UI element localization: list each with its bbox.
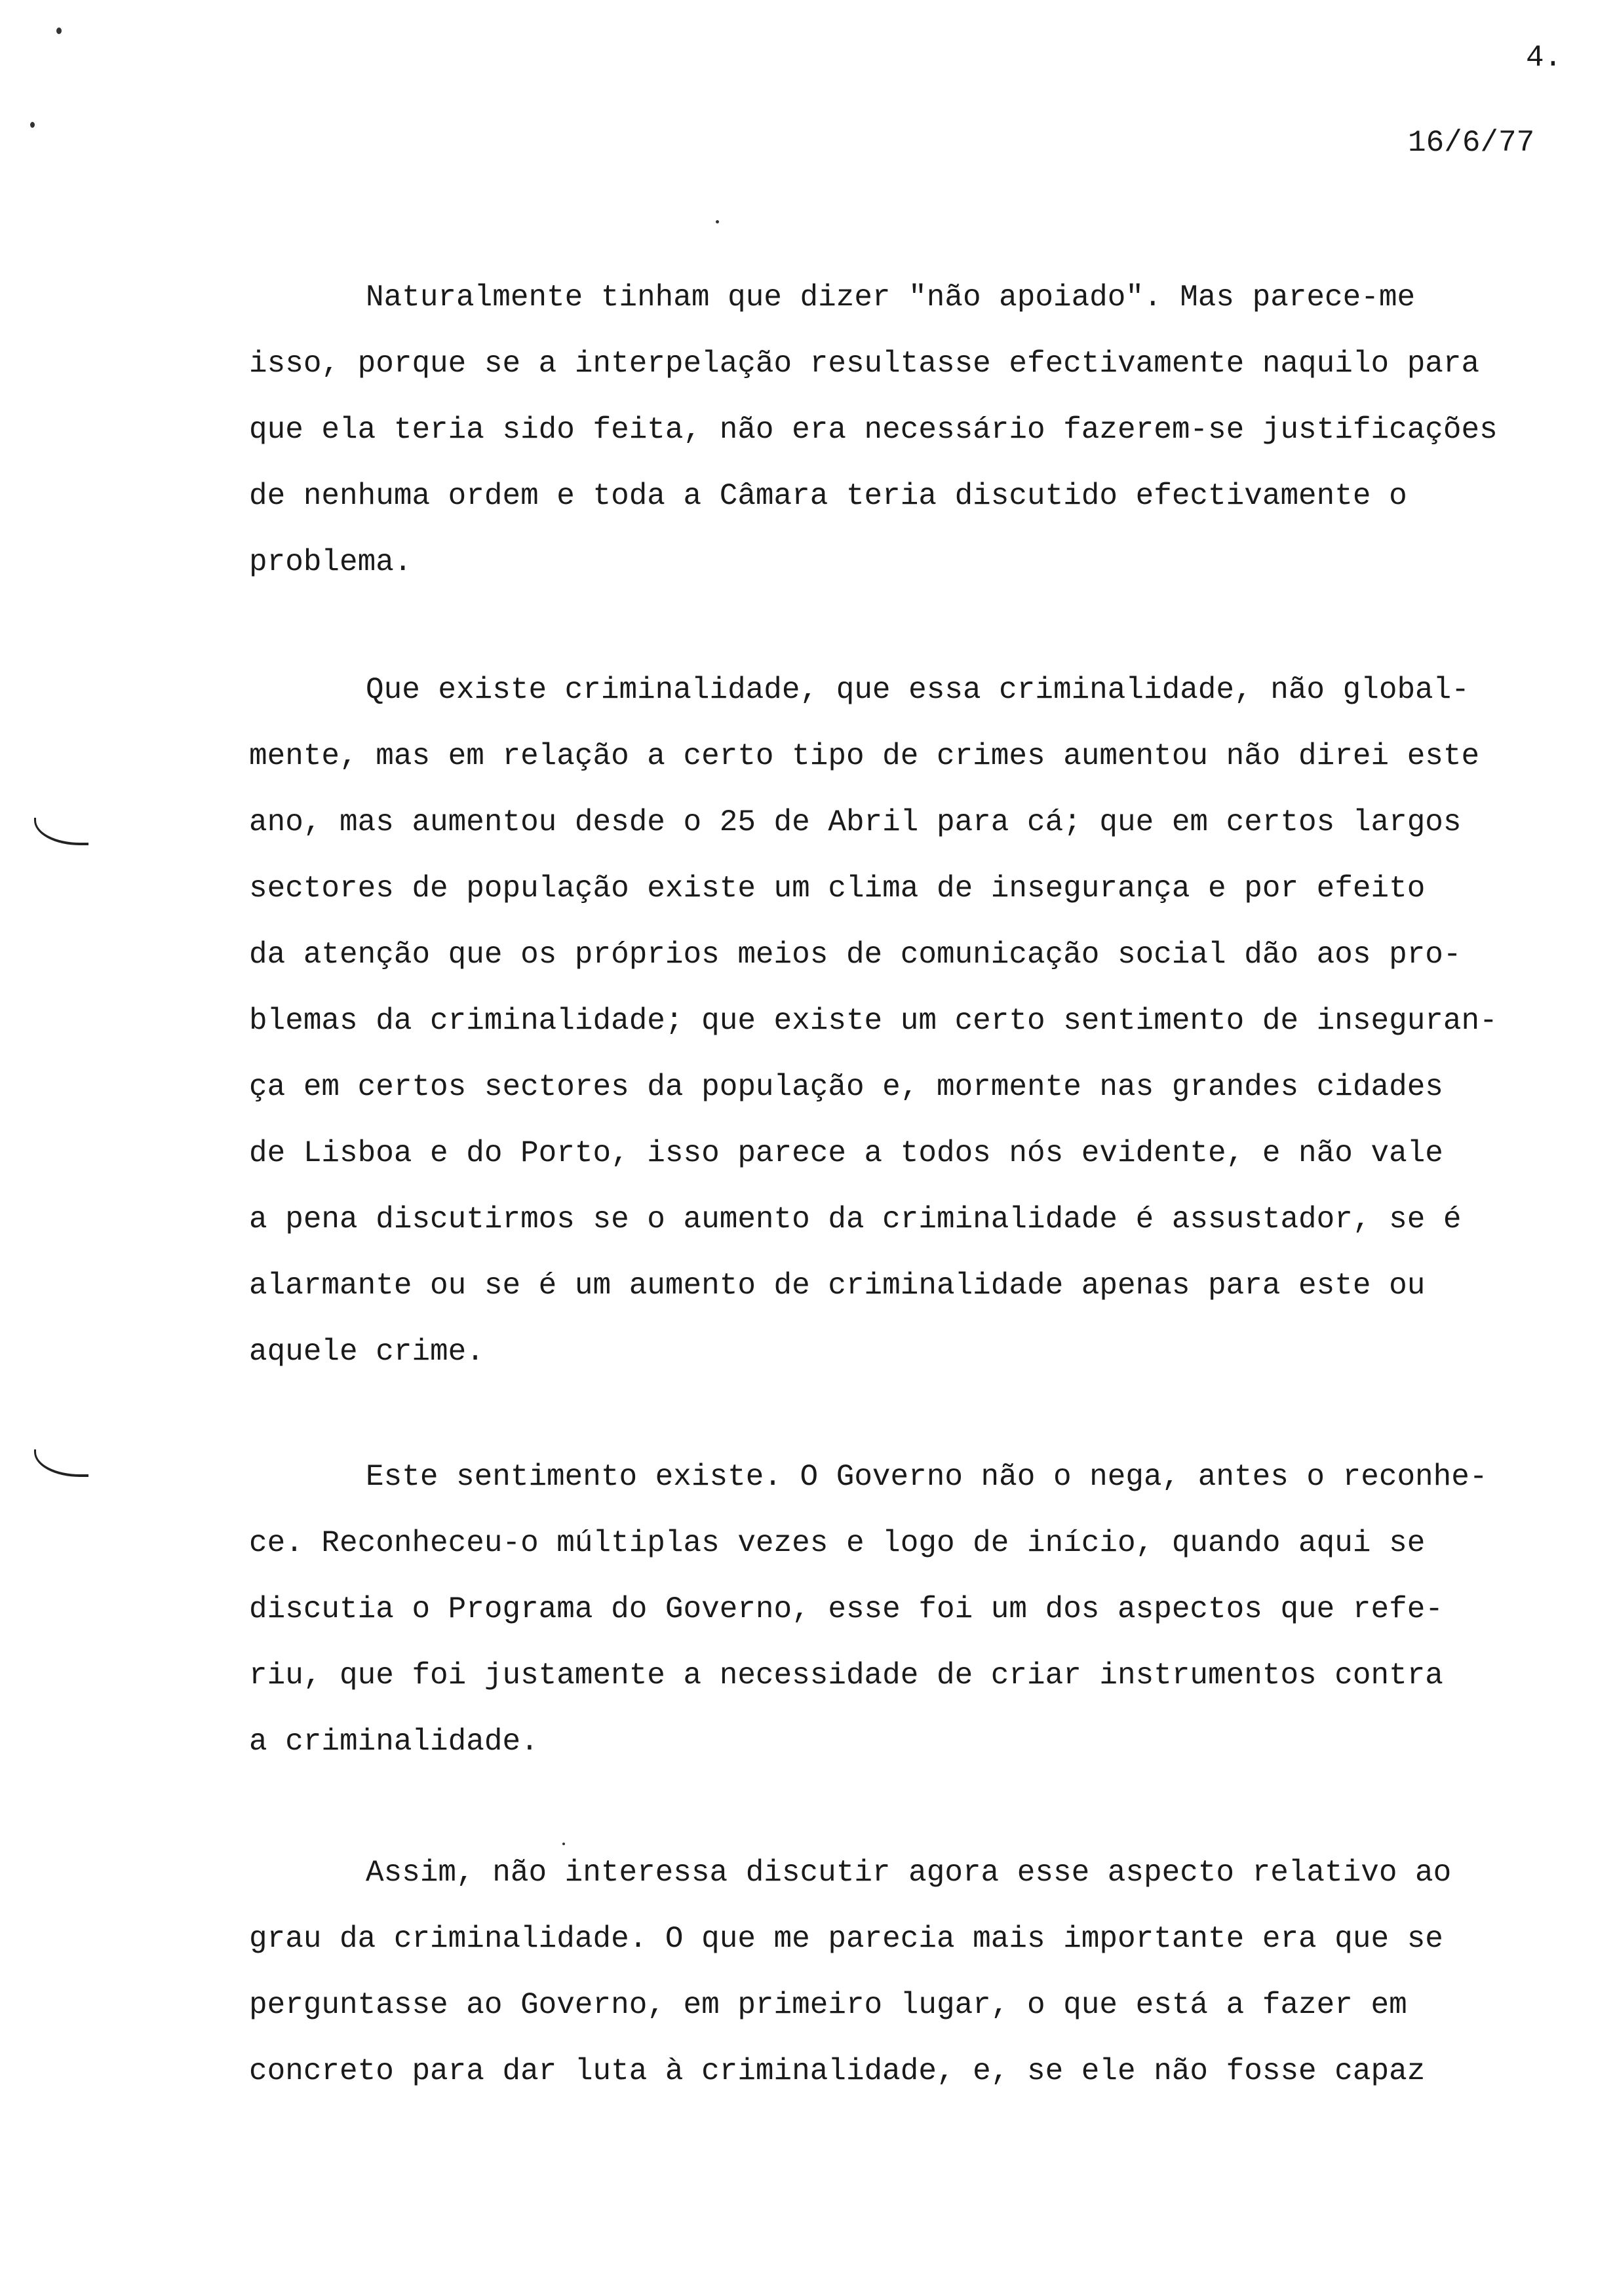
text-line: a criminalidade. bbox=[249, 1725, 539, 1759]
text-line: riu, que foi justamente a necessidade de criar instrumentos contra bbox=[249, 1658, 1443, 1693]
page-number: 4. bbox=[1526, 41, 1563, 75]
text-line: aquele crime. bbox=[249, 1335, 484, 1369]
text-line: ça em certos sectores da população e, mormente nas grandes cidades bbox=[249, 1070, 1443, 1104]
scan-speck bbox=[56, 28, 62, 34]
scan-speck bbox=[30, 122, 35, 128]
paragraph bbox=[249, 1444, 1487, 1775]
text-line: alarmante ou se é um aumento de criminalidade apenas para este ou bbox=[249, 1269, 1426, 1303]
text-line: ce. Reconheceu-o múltiplas vezes e logo de início, quando aqui se bbox=[249, 1526, 1426, 1560]
margin-mark bbox=[34, 1449, 88, 1477]
text-line: problema. bbox=[249, 545, 412, 579]
text-line: grau da criminalidade. O que me parecia mais importante era que se bbox=[249, 1922, 1443, 1956]
text-line: Naturalmente tinham que dizer "não apoiado". Mas parece-me bbox=[366, 280, 1416, 315]
text-line: Este sentimento existe. O Governo não o nega, antes o reconhe- bbox=[366, 1460, 1488, 1494]
text-line: perguntasse ao Governo, em primeiro lugar, o que está a fazer em bbox=[249, 1988, 1407, 2022]
text-line: Que existe criminalidade, que essa criminalidade, não global- bbox=[366, 673, 1469, 707]
text-line: sectores de população existe um clima de insegurança e por efeito bbox=[249, 871, 1426, 906]
text-line: blemas da criminalidade; que existe um certo sentimento de inseguran- bbox=[249, 1004, 1498, 1038]
text-line: mente, mas em relação a certo tipo de crimes aumentou não direi este bbox=[249, 739, 1480, 773]
text-line: de nenhuma ordem e toda a Câmara teria discutido efectivamente o bbox=[249, 479, 1407, 513]
paragraph bbox=[249, 1840, 1451, 2105]
text-line: ano, mas aumentou desde o 25 de Abril para cá; que em certos largos bbox=[249, 805, 1462, 839]
margin-mark bbox=[34, 818, 88, 845]
scan-speck bbox=[562, 1843, 565, 1845]
text-line: concreto para dar luta à criminalidade, e, se ele não fosse capaz bbox=[249, 2054, 1426, 2088]
text-line: isso, porque se a interpelação resultasse efectivamente naquilo para bbox=[249, 347, 1480, 381]
page-date: 16/6/77 bbox=[1408, 126, 1535, 160]
paragraph bbox=[249, 657, 1498, 1385]
text-line: que ela teria sido feita, não era necessário fazerem-se justificações bbox=[249, 413, 1498, 447]
text-line: da atenção que os próprios meios de comunicação social dão aos pro- bbox=[249, 938, 1462, 972]
text-line: a pena discutirmos se o aumento da criminalidade é assustador, se é bbox=[249, 1202, 1462, 1236]
text-line: de Lisboa e do Porto, isso parece a todos nós evidente, e não vale bbox=[249, 1136, 1443, 1170]
text-line: Assim, não interessa discutir agora esse aspecto relativo ao bbox=[366, 1856, 1452, 1890]
scan-speck bbox=[716, 220, 719, 223]
paragraph bbox=[249, 265, 1498, 596]
text-line: discutia o Programa do Governo, esse foi um dos aspectos que refe- bbox=[249, 1592, 1443, 1626]
